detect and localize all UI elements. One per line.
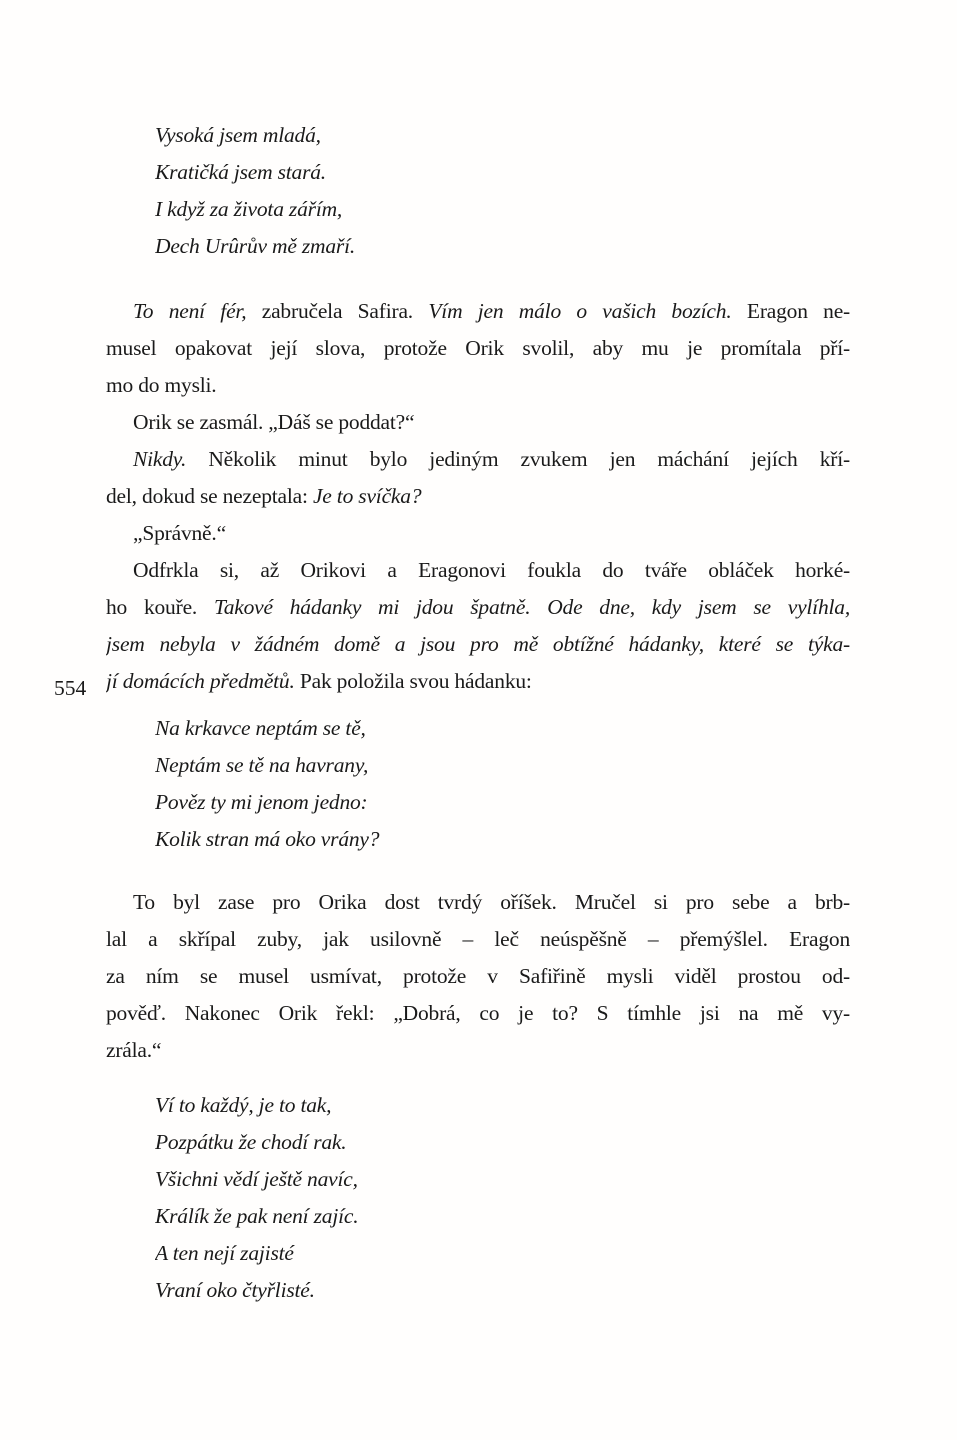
text-line — [106, 441, 850, 478]
poem-stanza — [106, 117, 850, 265]
poem-line: I když za života zářím, — [155, 197, 343, 221]
poem-stanza — [106, 710, 850, 858]
text-run: zrála.“ — [106, 1038, 162, 1062]
paragraph — [106, 515, 850, 552]
text-run: Odfrkla si, až Orikovi a Eragonovi foukla do tváře obláček horké- — [133, 558, 850, 582]
poem-line: Všichni vědí ještě navíc, — [155, 1167, 358, 1191]
text-line — [106, 478, 850, 515]
page-number: 554 — [54, 676, 87, 700]
text-run: za ním se musel usmívat, protože v Safiřině mysli viděl prostou od- — [106, 964, 850, 988]
text-run: „Správně.“ — [133, 521, 226, 545]
paragraph — [106, 441, 850, 515]
poem-line: Vysoká jsem mladá, — [155, 123, 321, 147]
paragraph — [106, 293, 850, 404]
italic-text-run: Takové hádanky mi jdou špatně. Ode dne, kdy jsem se vylíhla, — [213, 595, 850, 619]
text-run: pověď. Nakonec Orik řekl: „Dobrá, co je to? S tímhle jsi na mě vy- — [106, 1001, 850, 1025]
text-run: ho kouře. — [106, 595, 214, 619]
text-line — [106, 958, 850, 995]
paragraph — [106, 884, 850, 1069]
text-line — [106, 404, 850, 441]
text-run: del, dokud se nezeptala: — [106, 484, 313, 508]
text-line — [106, 515, 850, 552]
text-run: To byl zase pro Orika dost tvrdý oříšek. Mručel si pro sebe a brb- — [133, 890, 850, 914]
italic-text-run: Nikdy. — [133, 447, 187, 471]
text-run: Eragon ne- — [731, 299, 850, 323]
text-block — [106, 117, 850, 1309]
text-run: musel opakovat její slova, protože Orik svolil, aby mu je promítala pří- — [106, 336, 850, 360]
text-run: Orik se zasmál. „Dáš se poddat?“ — [133, 410, 415, 434]
poem-line: A ten nejí zajisté — [155, 1241, 294, 1265]
text-line — [106, 626, 850, 663]
paragraph — [106, 404, 850, 441]
poem-line: Ví to každý, je to tak, — [155, 1093, 332, 1117]
italic-text-run: jí domácích předmětů. — [106, 669, 295, 693]
text-run: lal a skřípal zuby, jak usilovně – leč neúspěšně – přemýšlel. Eragon — [106, 927, 850, 951]
text-line — [106, 921, 850, 958]
poem-line: Pozpátku že chodí rak. — [155, 1130, 347, 1154]
poem-stanza — [106, 1087, 850, 1309]
paragraph — [106, 552, 850, 700]
poem-line: Na krkavce neptám se tě, — [155, 716, 366, 740]
text-line — [106, 1032, 850, 1069]
text-line — [106, 589, 850, 626]
text-line — [106, 330, 850, 367]
text-line — [106, 552, 850, 589]
italic-text-run: Vím jen málo o vašich bozích. — [428, 299, 732, 323]
poem-line: Králík že pak není zajíc. — [155, 1204, 359, 1228]
poem-line: Kratičká jsem stará. — [155, 160, 326, 184]
text-line — [106, 884, 850, 921]
italic-text-run: To není fér, — [133, 299, 247, 323]
text-line — [106, 367, 850, 404]
italic-text-run: jsem nebyla v žádném domě a jsou pro mě obtížné hádanky, které se týka- — [106, 632, 850, 656]
text-run: mo do mysli. — [106, 373, 217, 397]
poem-line: Kolik stran má oko vrány? — [155, 827, 380, 851]
poem-line: Neptám se tě na havrany, — [155, 753, 369, 777]
text-line — [106, 293, 850, 330]
text-line — [106, 995, 850, 1032]
italic-text-run: Je to svíčka? — [312, 484, 422, 508]
text-line — [106, 663, 850, 700]
text-run: zabručela Safira. — [246, 299, 429, 323]
poem-line: Dech Urûrův mě zmaří. — [155, 234, 356, 258]
text-run: Několik minut bylo jediným zvukem jen máchání jejích kří- — [186, 447, 850, 471]
poem-line: Vraní oko čtyřlisté. — [155, 1278, 315, 1302]
text-run: Pak položila svou hádanku: — [294, 669, 532, 693]
poem-line: Pověz ty mi jenom jedno: — [155, 790, 368, 814]
